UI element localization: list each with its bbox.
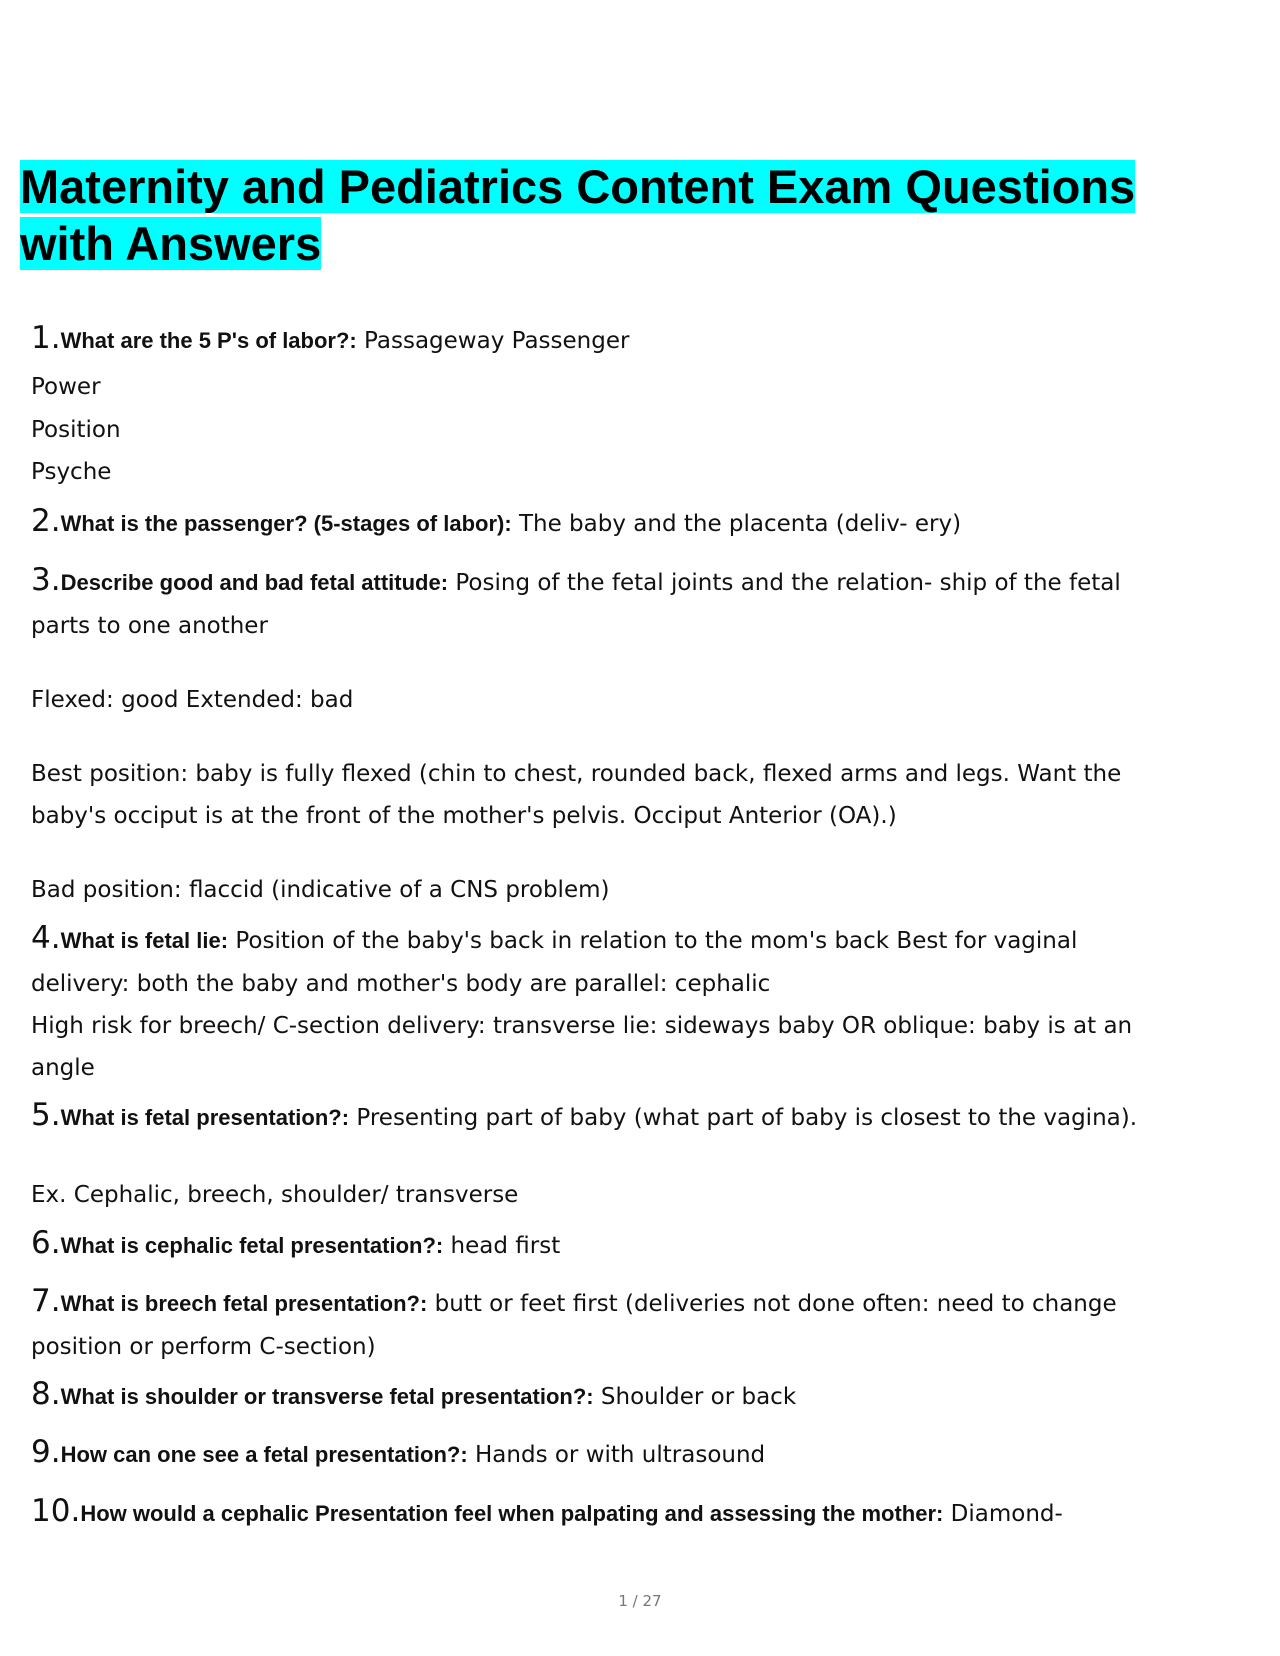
- title-line-2: with Answers: [20, 217, 322, 270]
- answer-text: The baby and the placenta (deliv- ery): [511, 511, 962, 537]
- question-text: What is cephalic fetal presentation?:: [60, 1233, 444, 1258]
- question-number: 2.: [31, 503, 61, 539]
- question-6: [31, 1221, 1246, 1268]
- question-text: What is shoulder or transverse fetal presentation?:: [60, 1384, 594, 1409]
- question-number: 8.: [31, 1376, 61, 1412]
- question-number: 7.: [31, 1283, 61, 1319]
- question-10: [31, 1489, 1246, 1536]
- question-text: What are the 5 P's of labor?:: [60, 328, 357, 353]
- answer-line: Best position: baby is fully flexed (chin to chest, rounded back, flexed arms and legs. Want the: [31, 761, 1122, 787]
- question-1: [31, 316, 1246, 363]
- question-number: 9.: [31, 1434, 61, 1470]
- question-text: How can one see a fetal presentation?:: [60, 1442, 468, 1467]
- answer-line: Power: [31, 374, 101, 400]
- question-number: 4.: [31, 920, 61, 956]
- answer-line: delivery: both the baby and mother's body are parallel: cephalic: [31, 971, 771, 997]
- answer-line: High risk for breech/ C-section delivery: transverse lie: sideways baby OR oblique: baby is at an: [31, 1013, 1133, 1039]
- answer-text: Diamond-: [943, 1501, 1063, 1527]
- question-9: [31, 1430, 1246, 1477]
- answer-line: Flexed: good Extended: bad: [31, 687, 354, 713]
- answer-text: Position of the baby's back in relation to the mom's back Best for vaginal: [228, 928, 1078, 954]
- question-7: [31, 1279, 1246, 1326]
- answer-text: Hands or with ultrasound: [467, 1442, 766, 1468]
- question-text: What is breech fetal presentation?:: [60, 1291, 428, 1316]
- document-body: [31, 316, 1246, 1536]
- answer-line: parts to one another: [31, 613, 268, 639]
- answer-line: Ex. Cephalic, breech, shoulder/ transverse: [31, 1182, 519, 1208]
- answer-line: position or perform C-section): [31, 1334, 376, 1360]
- answer-text: Passageway Passenger: [356, 328, 630, 354]
- answer-text: butt or feet first (deliveries not done often: need to change: [427, 1291, 1117, 1317]
- answer-text: Shoulder or back: [593, 1384, 797, 1410]
- question-number: 6.: [31, 1225, 61, 1261]
- question-text: What is fetal presentation?:: [60, 1105, 350, 1130]
- question-8: [31, 1372, 1246, 1419]
- answer-line: baby's occiput is at the front of the mother's pelvis. Occiput Anterior (OA).): [31, 803, 897, 829]
- answer-line: Psyche: [31, 459, 112, 485]
- answer-text: Presenting part of baby (what part of baby is closest to the vagina).: [349, 1105, 1138, 1131]
- title-line-1: Maternity and Pediatrics Content Exam Questions: [20, 160, 1136, 213]
- question-number: 1.: [31, 320, 61, 356]
- answer-line: Bad position: flaccid (indicative of a CNS problem): [31, 877, 610, 903]
- answer-line: angle: [31, 1055, 95, 1081]
- question-text: What is fetal lie:: [60, 928, 229, 953]
- question-number: 5.: [31, 1097, 61, 1133]
- document-title: [20, 158, 1250, 272]
- question-text: How would a cephalic Presentation feel when palpating and assessing the mother:: [80, 1501, 944, 1526]
- question-text: What is the passenger? (5-stages of labor):: [60, 511, 512, 536]
- page-number: 1 / 27: [618, 1592, 662, 1610]
- question-3: [31, 558, 1246, 605]
- question-number: 10.: [31, 1493, 81, 1529]
- question-number: 3.: [31, 562, 61, 598]
- answer-text: head first: [443, 1233, 561, 1259]
- question-5: [31, 1093, 1246, 1140]
- question-text: Describe good and bad fetal attitude:: [60, 570, 449, 595]
- question-4: [31, 916, 1246, 963]
- answer-text: Posing of the fetal joints and the relation- ship of the fetal: [448, 570, 1121, 596]
- answer-line: Position: [31, 417, 121, 443]
- question-2: [31, 499, 1246, 546]
